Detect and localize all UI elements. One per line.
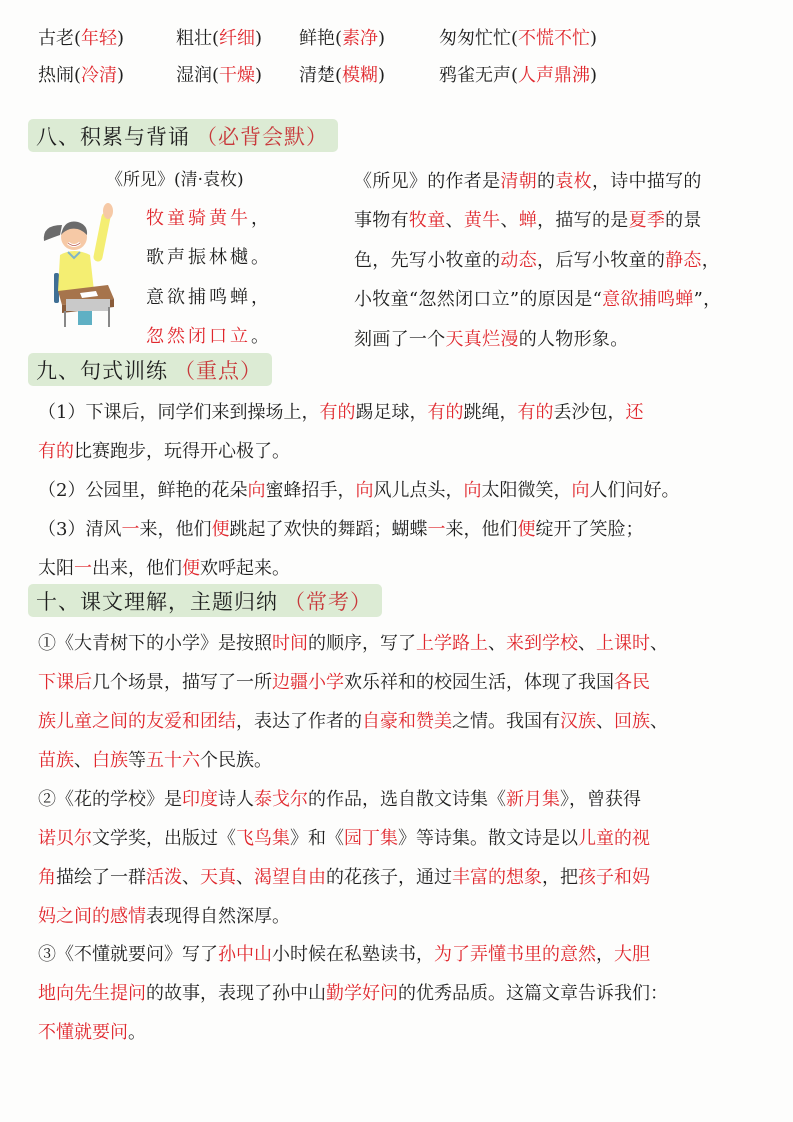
body-text: 事物有	[354, 210, 409, 232]
highlighted-text: 黄牛	[463, 210, 501, 232]
highlighted-text: 牧童	[408, 210, 446, 232]
highlighted-text: 向	[247, 479, 266, 501]
antonym-pair: 热闹(冷清)	[38, 64, 125, 86]
highlighted-text: 角	[38, 866, 56, 888]
poem-line: 意欲捕鸣蝉 ，	[146, 286, 272, 308]
section-8-header	[28, 119, 338, 152]
antonym-pair: 匆匆忙忙(不慌不忙)	[439, 27, 598, 49]
body-text: 的人物形象。	[518, 328, 629, 350]
section-tag: （重点）	[174, 358, 262, 383]
antonym-pair: 鲜艳(素净)	[299, 27, 386, 49]
antonym-pair: 湿润(干燥)	[176, 64, 263, 86]
body-text: 、	[445, 210, 464, 232]
antonym-pair: 清楚(模糊)	[299, 64, 386, 86]
body-text: 太阳微笑，	[481, 479, 572, 501]
body-text: ，诗中描写的	[591, 170, 702, 192]
highlighted-text: 来到学校	[506, 632, 578, 654]
highlighted-text: 渴望自由	[254, 866, 326, 888]
text-line	[38, 972, 758, 1011]
body-text: 、	[578, 632, 596, 654]
lesson-summary-2	[38, 778, 758, 934]
highlighted-text: 苗族	[38, 749, 74, 771]
body-text: 的花孩子，通过	[326, 866, 452, 888]
highlighted-text: 一	[427, 518, 446, 540]
body-text: 。	[128, 1021, 146, 1043]
highlighted-text: 天真烂漫	[445, 328, 519, 350]
body-text: 》等诗集。散文诗是以	[398, 827, 578, 849]
body-text: 色，先写小牧童的	[354, 249, 501, 271]
antonym-pair: 古老(年轻)	[38, 27, 125, 49]
text-line	[38, 622, 758, 661]
body-text: 太阳	[38, 557, 74, 579]
highlighted-text: 便	[517, 518, 536, 540]
body-text: 人们问好。	[589, 479, 680, 501]
highlighted-text: 回族	[614, 710, 650, 732]
body-text: ①《大青树下的小学》是按照	[38, 632, 272, 654]
highlighted-text: 向	[355, 479, 374, 501]
body-text: 的作品，选自散文诗集《	[308, 788, 506, 810]
text-line	[38, 1011, 758, 1050]
body-text: 小时候在私塾读书，	[272, 943, 434, 965]
body-text: 跳绳，	[463, 401, 518, 423]
highlighted-text: 飞鸟集	[236, 827, 290, 849]
body-text: 》和《	[290, 827, 344, 849]
body-text: 、	[182, 866, 200, 888]
body-text: 、	[74, 749, 92, 771]
body-text: 的	[537, 170, 556, 192]
highlighted-text: 下课后	[38, 671, 92, 693]
body-text: 欢呼起来。	[200, 557, 290, 579]
antonym-pair: 粗壮(纤细)	[176, 27, 263, 49]
antonym-pair: 鸦雀无声(人声鼎沸)	[439, 64, 598, 86]
highlighted-text: 大胆	[614, 943, 650, 965]
body-text: 几个场景，描写了一所	[92, 671, 272, 693]
body-text: 来，他们	[445, 518, 518, 540]
highlighted-text: 为了弄懂书里的意然	[434, 943, 596, 965]
highlighted-text: 园丁集	[344, 827, 398, 849]
body-text: 小牧童“忽然闭口立”的原因是“	[354, 289, 603, 311]
highlighted-text: 有的	[517, 401, 554, 423]
body-text: ，后写小牧童的	[537, 249, 666, 271]
body-text: 等	[128, 749, 146, 771]
body-text: 丢沙包，	[553, 401, 626, 423]
lesson-summary-3	[38, 933, 758, 1050]
highlighted-text: 诺贝尔	[38, 827, 92, 849]
body-text: 的顺序，写了	[308, 632, 416, 654]
student-raising-hand-icon	[40, 195, 122, 330]
highlighted-text: 天真	[200, 866, 236, 888]
text-line	[38, 856, 758, 895]
body-text: 的故事，表现了孙中山	[146, 982, 326, 1004]
body-text: 之情。我国有	[452, 710, 560, 732]
section-title: 八、积累与背诵	[36, 124, 190, 149]
highlighted-text: 五十六	[146, 749, 200, 771]
text-line	[38, 817, 758, 856]
highlighted-text: 白族	[92, 749, 128, 771]
lesson-summary-1	[38, 622, 758, 778]
text-line	[354, 160, 764, 200]
highlighted-text: 新月集	[506, 788, 560, 810]
text-line	[38, 933, 758, 972]
body-text: ，	[701, 249, 721, 271]
highlighted-text: 丰富的想象	[452, 866, 542, 888]
highlighted-text: 孩子和妈	[578, 866, 650, 888]
text-line	[38, 508, 758, 547]
body-text: 、	[236, 866, 254, 888]
body-text: 描绘了一群	[56, 866, 146, 888]
body-text: 《所见》的作者是	[354, 170, 501, 192]
text-line	[38, 895, 758, 934]
antonym-row	[38, 55, 639, 92]
girl-illustration	[40, 195, 122, 330]
section-tag: （必背会默）	[196, 124, 328, 149]
text-line	[354, 200, 764, 240]
highlighted-text: 便	[182, 557, 200, 579]
body-text: 》，曾获得	[560, 788, 641, 810]
highlighted-text: 汉族	[560, 710, 596, 732]
body-text: 的优秀品质。这篇文章告诉我们：	[398, 982, 668, 1004]
highlighted-text: 向	[571, 479, 590, 501]
highlighted-text: 还	[625, 401, 644, 423]
highlighted-text: 上学路上	[416, 632, 488, 654]
body-text: 、	[500, 210, 519, 232]
text-line	[354, 239, 764, 279]
highlighted-text: 便	[211, 518, 230, 540]
body-text: 欢乐祥和的校园生活，体现了我国	[344, 671, 614, 693]
highlighted-text: 活泼	[146, 866, 182, 888]
highlighted-text: 儿童的视	[578, 827, 650, 849]
body-text: 跳起了欢快的舞蹈；蝴蝶	[229, 518, 428, 540]
poem-line: 忽然闭口立 。	[146, 326, 272, 348]
body-text: 表现得自然深厚。	[146, 905, 290, 927]
highlighted-text: 向	[463, 479, 482, 501]
highlighted-text: 有的	[427, 401, 464, 423]
body-text: ②《花的学校》是	[38, 788, 182, 810]
body-text: 比赛跑步，玩得开心极了。	[74, 440, 290, 462]
body-text: 绽开了笑脸；	[535, 518, 644, 540]
highlighted-text: 族儿童之间的友爱和团结	[38, 710, 236, 732]
body-text: 个民族。	[200, 749, 272, 771]
highlighted-text: 各民	[614, 671, 650, 693]
text-line	[38, 430, 758, 469]
highlighted-text: 蝉	[518, 210, 538, 232]
section-9-header	[28, 353, 272, 386]
text-line	[38, 778, 758, 817]
body-text: ，表达了作者的	[236, 710, 362, 732]
body-text: 的景	[665, 210, 702, 232]
section-tag: （常考）	[284, 589, 372, 614]
body-text: 风儿点头，	[373, 479, 464, 501]
text-line	[38, 547, 758, 586]
poem-line: 歌声振林樾 。	[146, 247, 272, 269]
body-text: （3）清风	[38, 518, 122, 540]
poem-title: 《所见》(清·袁枚)	[106, 170, 244, 190]
highlighted-text: 自豪和赞美	[362, 710, 452, 732]
poem-lines	[146, 197, 272, 355]
text-line	[354, 318, 764, 358]
highlighted-text: 清朝	[500, 170, 538, 192]
body-text: ，把	[542, 866, 578, 888]
body-text: 刻画了一个	[354, 328, 446, 350]
highlighted-text: 一	[121, 518, 140, 540]
body-text: 、	[488, 632, 506, 654]
highlighted-text: 夏季	[628, 210, 666, 232]
highlighted-text: 意欲捕鸣蝉	[602, 289, 694, 311]
body-text: 蜜蜂招手，	[265, 479, 356, 501]
highlighted-text: 勤学好问	[326, 982, 398, 1004]
highlighted-text: 妈之间的感情	[38, 905, 146, 927]
highlighted-text: 孙中山	[218, 943, 272, 965]
body-text: 、	[650, 710, 668, 732]
section-10-header	[28, 584, 382, 617]
highlighted-text: 静态	[665, 249, 702, 271]
section-title: 十、课文理解，主题归纳	[36, 589, 278, 614]
body-text: 诗人	[218, 788, 254, 810]
section-title: 九、句式训练	[36, 358, 168, 383]
body-text: 来，他们	[139, 518, 212, 540]
highlighted-text: 一	[74, 557, 92, 579]
body-text: 出来，他们	[92, 557, 182, 579]
sentence-exercises	[38, 391, 758, 586]
antonym-pairs	[38, 18, 639, 92]
highlighted-text: 泰戈尔	[254, 788, 308, 810]
body-text: ，	[596, 943, 614, 965]
highlighted-text: 边疆小学	[272, 671, 344, 693]
highlighted-text: 动态	[500, 249, 538, 271]
body-text: （1）下课后，同学们来到操场上，	[38, 401, 320, 423]
highlighted-text: 有的	[319, 401, 356, 423]
highlighted-text: 有的	[38, 440, 74, 462]
poem-description	[354, 160, 764, 358]
body-text: （2）公园里，鲜艳的花朵	[38, 479, 248, 501]
body-text: 、	[596, 710, 614, 732]
body-text: 文学奖，出版过《	[92, 827, 236, 849]
body-text: 踢足球，	[355, 401, 428, 423]
text-line	[38, 739, 758, 778]
antonym-row	[38, 18, 639, 55]
body-text: ③《不懂就要问》写了	[38, 943, 218, 965]
highlighted-text: 不懂就要问	[38, 1021, 128, 1043]
text-line	[38, 700, 758, 739]
highlighted-text: 印度	[182, 788, 218, 810]
text-line	[38, 391, 758, 430]
text-line	[38, 661, 758, 700]
highlighted-text: 地向先生提问	[38, 982, 146, 1004]
highlighted-text: 上课时	[596, 632, 650, 654]
highlighted-text: 袁枚	[555, 170, 592, 192]
body-text: 、	[650, 632, 668, 654]
body-text: ，描写的是	[537, 210, 629, 232]
text-line	[354, 279, 764, 319]
body-text: ”，	[693, 289, 722, 311]
highlighted-text: 时间	[272, 632, 308, 654]
text-line	[38, 469, 758, 508]
poem-line: 牧童骑黄牛 ，	[146, 207, 272, 229]
